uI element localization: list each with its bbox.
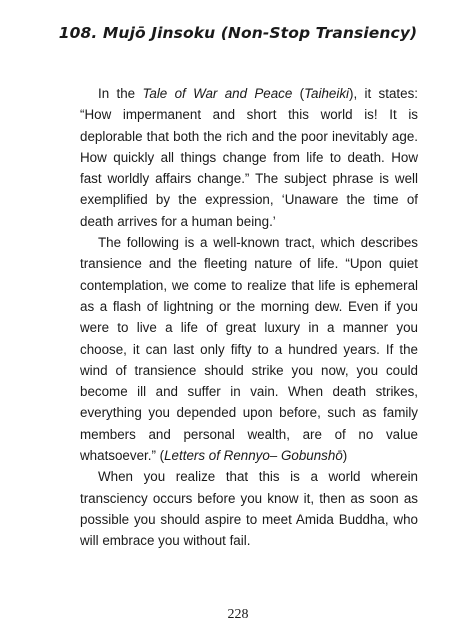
- paragraph-1: [80, 83, 418, 232]
- p1-text-3: ), it states: “How impermanent and short this world is! It is deplorable that both the rich and the poor inevitably age. How quickly all things change from life to death. How fast worldly affairs change.” The subject phrase is well exemplified by the expression, ‘Unaware the time of death arrives for a human being.’: [80, 86, 418, 229]
- paragraph-3: [80, 466, 418, 551]
- p1-italic-taiheiki: Taiheiki: [304, 86, 350, 101]
- p1-text-1: In the: [98, 86, 143, 101]
- p2-text-2: ): [342, 448, 348, 464]
- body-text: [80, 83, 418, 552]
- p3-text-1: When you realize that this is a world wherein transciency occurs before you know it, then as soon as possible you should aspire to meet Amida Buddha, who will embrace you without fail.: [80, 469, 418, 549]
- p2-italic-source: Letters of Rennyo– Gobunshō: [164, 448, 343, 464]
- chapter-title: 108. Mujō Jinsoku (Non-Stop Transiency): [58, 24, 418, 42]
- p2-text-1: The following is a well-known tract, which describes transience and the fleeting nature of life. “Upon quiet contemplation, we come to realize that life is ephemeral as a flash of lightning or the morning dew. Even if you were to live a life of great luxury in a manner you choose, it can last only fifty to a hundred years. If the wind of transience should strike you now, you could become ill and suffer in vain. When death strikes, everything you depended upon before, such as family members and personal wealth, are of no value whatsoever.” (: [80, 235, 418, 464]
- page-number: 228: [227, 607, 249, 622]
- p1-italic-title: Tale of War and Peace: [142, 86, 293, 101]
- paragraph-2: [80, 232, 418, 466]
- p1-text-2: (: [292, 86, 305, 101]
